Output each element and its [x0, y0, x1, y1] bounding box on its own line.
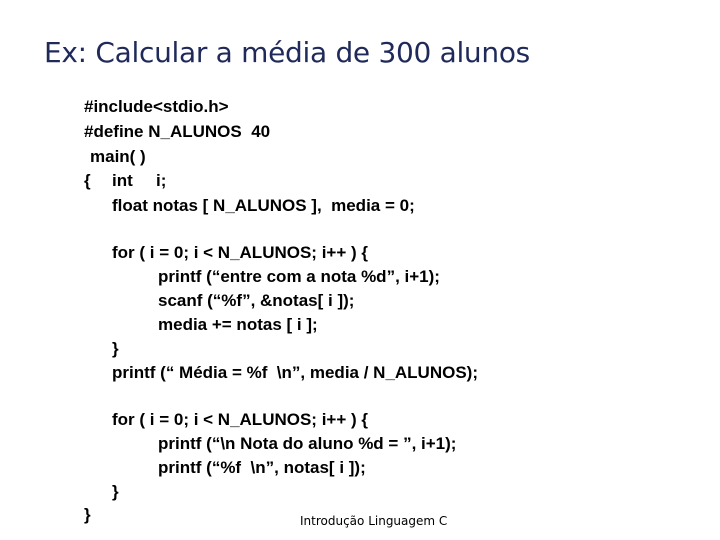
code-line-media-accum: media += notas [ i ];	[158, 315, 318, 334]
code-line-include: #include<stdio.h>	[84, 97, 229, 116]
code-line-for-output: for ( i = 0; i < N_ALUNOS; i++ ) {	[112, 410, 368, 429]
code-line-int-keyword: int	[112, 171, 133, 190]
code-line-close-for-input: }	[112, 339, 119, 358]
code-line-printf-nota-label: printf (“\n Nota do aluno %d = ”, i+1);	[158, 434, 457, 453]
code-line-printf-media: printf (“ Média = %f \n”, media / N_ALUNOS);	[112, 363, 478, 382]
code-line-open-brace: {	[84, 171, 91, 190]
code-line-int-var: i;	[156, 171, 167, 190]
slide-footer: Introdução Linguagem C	[300, 514, 448, 528]
code-line-close-for-output: }	[112, 482, 119, 501]
code-line-float-decl: float notas [ N_ALUNOS ], media = 0;	[112, 196, 415, 215]
slide-title: Ex: Calcular a média de 300 alunos	[44, 36, 530, 69]
code-line-printf-nota-value: printf (“%f \n”, notas[ i ]);	[158, 458, 366, 477]
code-line-for-input: for ( i = 0; i < N_ALUNOS; i++ ) {	[112, 243, 368, 262]
code-line-define: #define N_ALUNOS 40	[84, 122, 271, 141]
code-line-main: main( )	[90, 147, 146, 166]
code-line-scanf: scanf (“%f”, &notas[ i ]);	[158, 291, 355, 310]
code-line-printf-prompt: printf (“entre com a nota %d”, i+1);	[158, 267, 440, 286]
code-line-close-main: }	[84, 505, 91, 524]
